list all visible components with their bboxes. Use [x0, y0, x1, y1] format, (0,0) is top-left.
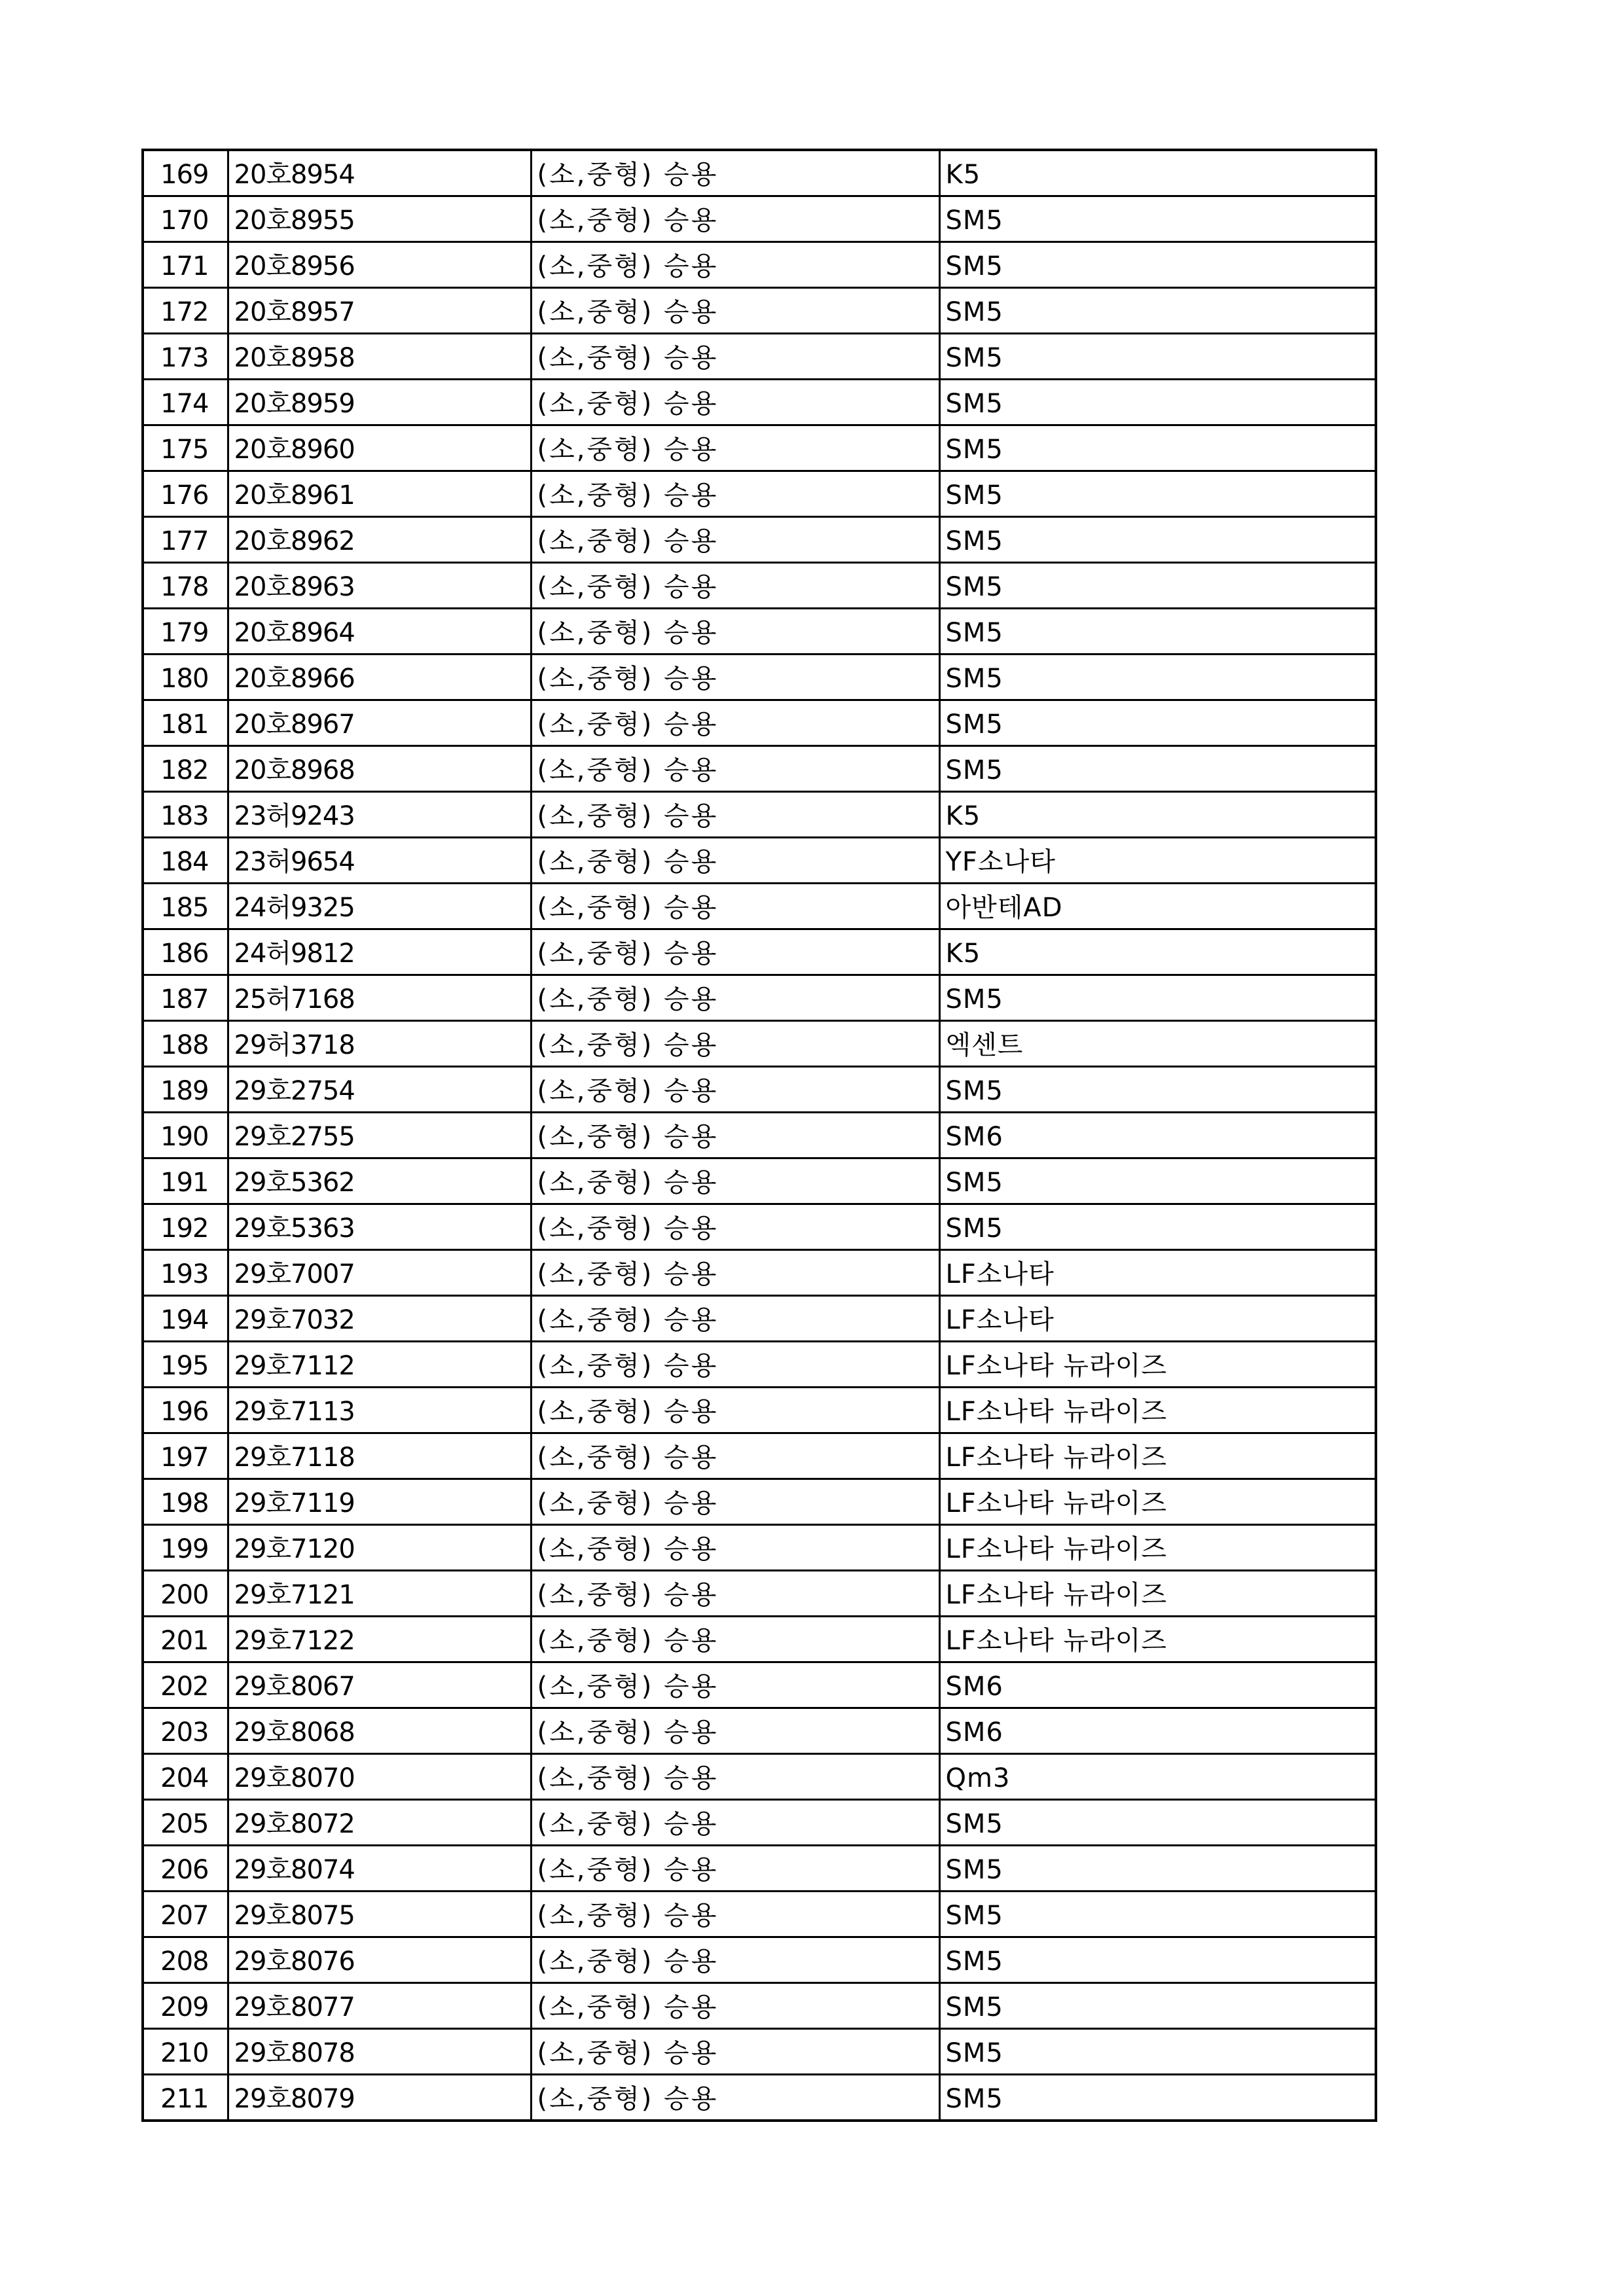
table-row: [143, 975, 1376, 1021]
vehicle-plate: 20호8956: [228, 242, 531, 288]
vehicle-class: (소,중형) 승용: [531, 563, 939, 609]
row-number: 198: [143, 1479, 228, 1525]
row-number: 188: [143, 1021, 228, 1067]
vehicle-model: 아반테AD: [939, 884, 1376, 929]
vehicle-plate: 29호2754: [228, 1067, 531, 1113]
vehicle-class: (소,중형) 승용: [531, 2029, 939, 2075]
vehicle-class: (소,중형) 승용: [531, 1433, 939, 1479]
vehicle-plate: 29호8067: [228, 1662, 531, 1708]
vehicle-plate: 20호8968: [228, 746, 531, 792]
table-row: [143, 1525, 1376, 1571]
vehicle-model: SM5: [939, 975, 1376, 1021]
row-number: 178: [143, 563, 228, 609]
row-number: 207: [143, 1892, 228, 1937]
row-number: 200: [143, 1571, 228, 1617]
table-row: [143, 1983, 1376, 2029]
vehicle-model: K5: [939, 792, 1376, 838]
vehicle-class: (소,중형) 승용: [531, 380, 939, 425]
vehicle-plate: 23허9654: [228, 838, 531, 884]
vehicle-plate: 29호7118: [228, 1433, 531, 1479]
vehicle-plate: 29호8076: [228, 1937, 531, 1983]
vehicle-plate: 20호8967: [228, 700, 531, 746]
row-number: 174: [143, 380, 228, 425]
vehicle-model: SM5: [939, 517, 1376, 563]
vehicle-model: SM5: [939, 471, 1376, 517]
vehicle-model: SM5: [939, 1067, 1376, 1113]
table-row: [143, 1204, 1376, 1250]
vehicle-class: (소,중형) 승용: [531, 1937, 939, 1983]
vehicle-class: (소,중형) 승용: [531, 1846, 939, 1892]
vehicle-model: SM5: [939, 380, 1376, 425]
vehicle-plate: 20호8964: [228, 609, 531, 655]
table-row: [143, 1021, 1376, 1067]
table-row: [143, 150, 1376, 196]
vehicle-plate: 29호8075: [228, 1892, 531, 1937]
vehicle-plate: 29호7120: [228, 1525, 531, 1571]
table-row: [143, 1433, 1376, 1479]
vehicle-class: (소,중형) 승용: [531, 1800, 939, 1846]
vehicle-model: SM5: [939, 1204, 1376, 1250]
vehicle-model: SM5: [939, 196, 1376, 242]
vehicle-class: (소,중형) 승용: [531, 1296, 939, 1342]
table-row: [143, 1754, 1376, 1800]
row-number: 195: [143, 1342, 228, 1388]
vehicle-model: 엑센트: [939, 1021, 1376, 1067]
row-number: 205: [143, 1800, 228, 1846]
vehicle-model: SM5: [939, 1800, 1376, 1846]
table-row: [143, 380, 1376, 425]
row-number: 171: [143, 242, 228, 288]
vehicle-model: SM5: [939, 1892, 1376, 1937]
row-number: 192: [143, 1204, 228, 1250]
table-row: [143, 1113, 1376, 1158]
table-row: [143, 746, 1376, 792]
vehicle-plate: 29호7112: [228, 1342, 531, 1388]
row-number: 210: [143, 2029, 228, 2075]
vehicle-model: SM5: [939, 2029, 1376, 2075]
vehicle-class: (소,중형) 승용: [531, 1571, 939, 1617]
vehicle-model: SM5: [939, 563, 1376, 609]
vehicle-class: (소,중형) 승용: [531, 792, 939, 838]
vehicle-model: SM5: [939, 2075, 1376, 2121]
vehicle-class: (소,중형) 승용: [531, 517, 939, 563]
vehicle-plate: 29호5362: [228, 1158, 531, 1204]
row-number: 196: [143, 1388, 228, 1433]
vehicle-plate: 24허9325: [228, 884, 531, 929]
vehicle-class: (소,중형) 승용: [531, 929, 939, 975]
vehicle-plate: 25허7168: [228, 975, 531, 1021]
table-row: [143, 929, 1376, 975]
vehicle-plate: 24허9812: [228, 929, 531, 975]
vehicle-class: (소,중형) 승용: [531, 242, 939, 288]
vehicle-model: LF소나타: [939, 1250, 1376, 1296]
vehicle-class: (소,중형) 승용: [531, 1892, 939, 1937]
row-number: 181: [143, 700, 228, 746]
vehicle-class: (소,중형) 승용: [531, 334, 939, 380]
vehicle-class: (소,중형) 승용: [531, 1662, 939, 1708]
vehicle-model: SM5: [939, 655, 1376, 700]
row-number: 203: [143, 1708, 228, 1754]
row-number: 189: [143, 1067, 228, 1113]
vehicle-plate: 29호5363: [228, 1204, 531, 1250]
vehicle-model: SM5: [939, 1937, 1376, 1983]
row-number: 206: [143, 1846, 228, 1892]
vehicle-class: (소,중형) 승용: [531, 609, 939, 655]
vehicle-class: (소,중형) 승용: [531, 471, 939, 517]
row-number: 173: [143, 334, 228, 380]
vehicle-model: SM5: [939, 288, 1376, 334]
row-number: 187: [143, 975, 228, 1021]
vehicle-plate: 23허9243: [228, 792, 531, 838]
vehicle-plate: 29호8079: [228, 2075, 531, 2121]
vehicle-table: [141, 149, 1377, 2122]
vehicle-plate: 29허3718: [228, 1021, 531, 1067]
vehicle-model: Qm3: [939, 1754, 1376, 1800]
vehicle-model: SM5: [939, 242, 1376, 288]
row-number: 199: [143, 1525, 228, 1571]
row-number: 194: [143, 1296, 228, 1342]
vehicle-class: (소,중형) 승용: [531, 150, 939, 196]
vehicle-class: (소,중형) 승용: [531, 746, 939, 792]
vehicle-model: K5: [939, 929, 1376, 975]
vehicle-model: LF소나타 뉴라이즈: [939, 1433, 1376, 1479]
vehicle-class: (소,중형) 승용: [531, 1204, 939, 1250]
vehicle-plate: 29호8072: [228, 1800, 531, 1846]
vehicle-class: (소,중형) 승용: [531, 1158, 939, 1204]
vehicle-class: (소,중형) 승용: [531, 1479, 939, 1525]
vehicle-model: LF소나타 뉴라이즈: [939, 1479, 1376, 1525]
table-row: [143, 792, 1376, 838]
vehicle-class: (소,중형) 승용: [531, 884, 939, 929]
row-number: 202: [143, 1662, 228, 1708]
row-number: 186: [143, 929, 228, 975]
vehicle-model: LF소나타 뉴라이즈: [939, 1525, 1376, 1571]
vehicle-plate: 20호8958: [228, 334, 531, 380]
vehicle-class: (소,중형) 승용: [531, 1342, 939, 1388]
vehicle-class: (소,중형) 승용: [531, 288, 939, 334]
table-row: [143, 563, 1376, 609]
vehicle-plate: 29호8070: [228, 1754, 531, 1800]
vehicle-model: LF소나타 뉴라이즈: [939, 1388, 1376, 1433]
table-row: [143, 884, 1376, 929]
table-row: [143, 1388, 1376, 1433]
vehicle-plate: 20호8955: [228, 196, 531, 242]
vehicle-model: SM5: [939, 334, 1376, 380]
table-row: [143, 1067, 1376, 1113]
row-number: 197: [143, 1433, 228, 1479]
row-number: 182: [143, 746, 228, 792]
row-number: 172: [143, 288, 228, 334]
table-row: [143, 1892, 1376, 1937]
table-row: [143, 1800, 1376, 1846]
vehicle-plate: 20호8960: [228, 425, 531, 471]
table-row: [143, 1250, 1376, 1296]
row-number: 208: [143, 1937, 228, 1983]
vehicle-plate: 20호8966: [228, 655, 531, 700]
vehicle-class: (소,중형) 승용: [531, 1754, 939, 1800]
table-row: [143, 517, 1376, 563]
table-row: [143, 655, 1376, 700]
table-row: [143, 1158, 1376, 1204]
row-number: 204: [143, 1754, 228, 1800]
vehicle-model: SM5: [939, 1158, 1376, 1204]
vehicle-model: LF소나타 뉴라이즈: [939, 1342, 1376, 1388]
table-row: [143, 334, 1376, 380]
vehicle-class: (소,중형) 승용: [531, 2075, 939, 2121]
vehicle-class: (소,중형) 승용: [531, 838, 939, 884]
vehicle-class: (소,중형) 승용: [531, 1250, 939, 1296]
table-row: [143, 196, 1376, 242]
vehicle-class: (소,중형) 승용: [531, 1388, 939, 1433]
vehicle-model: SM5: [939, 425, 1376, 471]
vehicle-model: SM5: [939, 1983, 1376, 2029]
row-number: 179: [143, 609, 228, 655]
vehicle-model: SM5: [939, 700, 1376, 746]
row-number: 209: [143, 1983, 228, 2029]
table-row: [143, 425, 1376, 471]
vehicle-class: (소,중형) 승용: [531, 975, 939, 1021]
table-row: [143, 471, 1376, 517]
row-number: 191: [143, 1158, 228, 1204]
vehicle-plate: 20호8962: [228, 517, 531, 563]
vehicle-plate: 20호8961: [228, 471, 531, 517]
row-number: 183: [143, 792, 228, 838]
table-row: [143, 1571, 1376, 1617]
vehicle-plate: 29호2755: [228, 1113, 531, 1158]
vehicle-model: LF소나타 뉴라이즈: [939, 1617, 1376, 1662]
vehicle-model: YF소나타: [939, 838, 1376, 884]
vehicle-plate: 29호7032: [228, 1296, 531, 1342]
row-number: 193: [143, 1250, 228, 1296]
vehicle-plate: 29호8078: [228, 2029, 531, 2075]
table-row: [143, 1708, 1376, 1754]
row-number: 185: [143, 884, 228, 929]
vehicle-class: (소,중형) 승용: [531, 1983, 939, 2029]
vehicle-plate: 29호8074: [228, 1846, 531, 1892]
row-number: 190: [143, 1113, 228, 1158]
vehicle-class: (소,중형) 승용: [531, 425, 939, 471]
table-row: [143, 609, 1376, 655]
vehicle-class: (소,중형) 승용: [531, 700, 939, 746]
table-row: [143, 1937, 1376, 1983]
table-row: [143, 1479, 1376, 1525]
table-row: [143, 838, 1376, 884]
vehicle-model: SM6: [939, 1662, 1376, 1708]
row-number: 169: [143, 150, 228, 196]
row-number: 170: [143, 196, 228, 242]
vehicle-model: LF소나타: [939, 1296, 1376, 1342]
table-row: [143, 1296, 1376, 1342]
vehicle-plate: 29호8068: [228, 1708, 531, 1754]
vehicle-plate: 29호7122: [228, 1617, 531, 1662]
row-number: 176: [143, 471, 228, 517]
vehicle-plate: 20호8954: [228, 150, 531, 196]
vehicle-class: (소,중형) 승용: [531, 196, 939, 242]
vehicle-plate: 20호8963: [228, 563, 531, 609]
vehicle-model: K5: [939, 150, 1376, 196]
row-number: 211: [143, 2075, 228, 2121]
row-number: 175: [143, 425, 228, 471]
vehicle-class: (소,중형) 승용: [531, 1067, 939, 1113]
vehicle-class: (소,중형) 승용: [531, 1021, 939, 1067]
vehicle-model: SM5: [939, 609, 1376, 655]
vehicle-model: SM6: [939, 1113, 1376, 1158]
vehicle-class: (소,중형) 승용: [531, 655, 939, 700]
vehicle-class: (소,중형) 승용: [531, 1525, 939, 1571]
table-row: [143, 1342, 1376, 1388]
vehicle-model: SM6: [939, 1708, 1376, 1754]
vehicle-class: (소,중형) 승용: [531, 1113, 939, 1158]
vehicle-class: (소,중형) 승용: [531, 1708, 939, 1754]
table-row: [143, 2029, 1376, 2075]
vehicle-plate: 20호8959: [228, 380, 531, 425]
vehicle-model: SM5: [939, 1846, 1376, 1892]
table-row: [143, 1662, 1376, 1708]
vehicle-table-body: [143, 150, 1376, 2121]
vehicle-plate: 29호7121: [228, 1571, 531, 1617]
row-number: 184: [143, 838, 228, 884]
vehicle-plate: 29호7119: [228, 1479, 531, 1525]
table-row: [143, 288, 1376, 334]
vehicle-model: SM5: [939, 746, 1376, 792]
vehicle-plate: 20호8957: [228, 288, 531, 334]
table-row: [143, 700, 1376, 746]
vehicle-plate: 29호8077: [228, 1983, 531, 2029]
table-row: [143, 242, 1376, 288]
vehicle-model: LF소나타 뉴라이즈: [939, 1571, 1376, 1617]
vehicle-plate: 29호7113: [228, 1388, 531, 1433]
vehicle-class: (소,중형) 승용: [531, 1617, 939, 1662]
row-number: 201: [143, 1617, 228, 1662]
row-number: 180: [143, 655, 228, 700]
table-row: [143, 1617, 1376, 1662]
table-row: [143, 2075, 1376, 2121]
row-number: 177: [143, 517, 228, 563]
vehicle-plate: 29호7007: [228, 1250, 531, 1296]
table-row: [143, 1846, 1376, 1892]
